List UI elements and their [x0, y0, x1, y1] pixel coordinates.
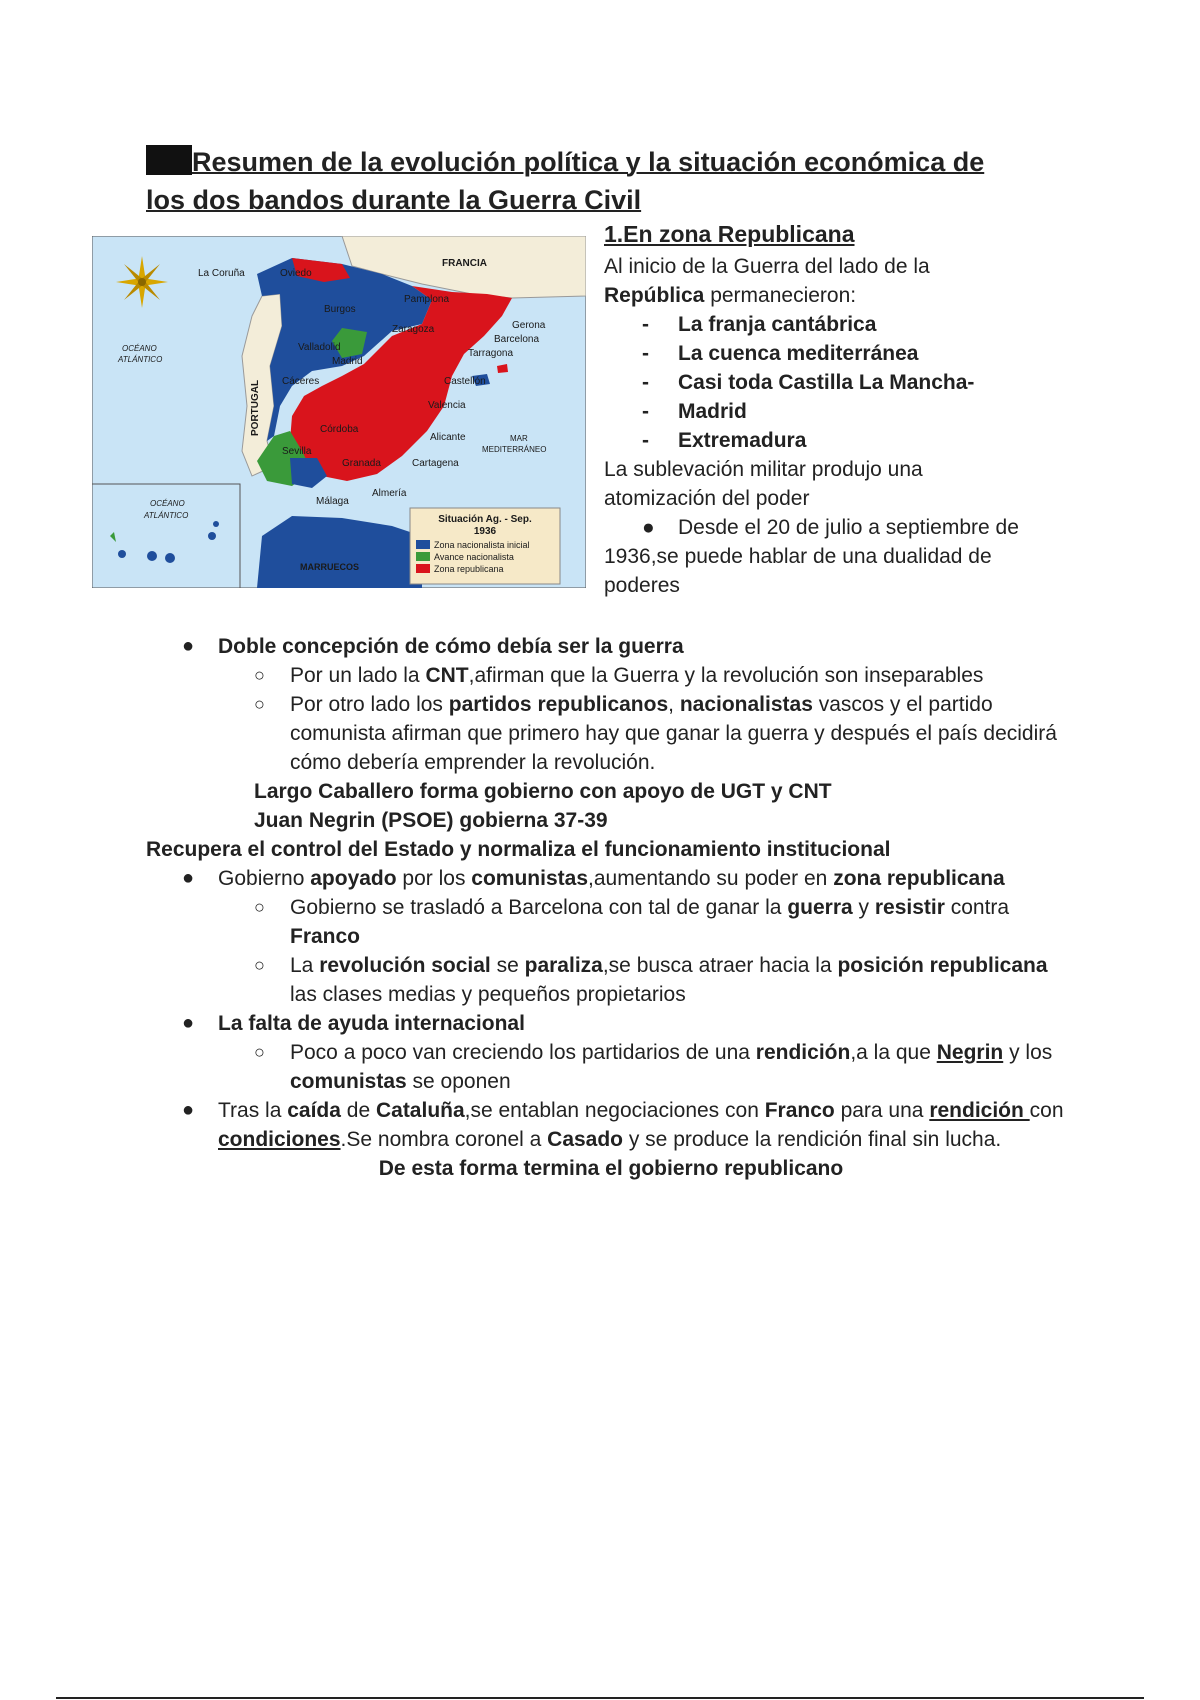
list-item: ● Tras la caída de Cataluña,se entablan negociaciones con Franco para una rendición con condiciones.Se nombra coronel a Casado y se produce la rendición final sin lucha.: [146, 1096, 1076, 1154]
redaction-block: [146, 145, 192, 175]
bullet-icon: ●: [182, 1099, 195, 1121]
label-madrid: Madrid: [332, 356, 363, 367]
circle-bullet-icon: ○: [254, 694, 265, 714]
legend-swatch-nationalist: [416, 540, 430, 549]
list-item: ○ Gobierno se trasladó a Barcelona con tal de ganar la guerra y resistir contra Franco: [146, 893, 1076, 951]
territories-list: [604, 310, 1064, 455]
label-ocean-2: ATLÁNTICO: [118, 355, 163, 364]
bullet-icon: ●: [182, 867, 195, 889]
label-barcelona: Barcelona: [494, 334, 540, 345]
republican-zone-section: [604, 220, 1064, 600]
list-item: ● La falta de ayuda internacional: [146, 1009, 1076, 1038]
label-valladolid: Valladolid: [298, 342, 341, 353]
label-ocean-1: OCÉANO: [122, 344, 157, 353]
label-mar-2: MEDITERRÁNEO: [482, 445, 547, 454]
title-line-1: Resumen de la evolución política y la situación económica de: [192, 147, 985, 177]
list-item: ○ La revolución social se paraliza,se busca atraer hacia la posición republicana las clases medias y pequeños propietarios: [146, 951, 1076, 1009]
negrin-line: Juan Negrin (PSOE) gobierna 37-39: [254, 809, 608, 832]
label-pamplona: Pamplona: [404, 294, 450, 305]
legend-label-nationalist: Zona nacionalista inicial: [434, 540, 530, 550]
spain-civil-war-map: [92, 236, 586, 588]
bullet-icon: ●: [642, 516, 655, 539]
label-malaga: Málaga: [316, 496, 349, 507]
circle-bullet-icon: ○: [254, 665, 265, 685]
circle-bullet-icon: ○: [254, 897, 265, 917]
label-zaragoza: Zaragoza: [392, 324, 435, 335]
list-item: - La cuenca mediterránea: [642, 339, 1064, 368]
document-title: [146, 143, 1046, 219]
map-svg: [92, 236, 586, 588]
list-item: - Madrid: [642, 397, 1064, 426]
largo-caballero-line: Largo Caballero forma gobierno con apoyo de UGT y CNT: [254, 780, 832, 803]
atomization-paragraph: La sublevación militar produjo una atomización del poder: [604, 458, 923, 510]
label-valencia: Valencia: [428, 400, 466, 411]
legend-title-1: Situación Ag. - Sep.: [438, 514, 532, 525]
legend-swatch-republican: [416, 564, 430, 573]
list-item: ○ Por otro lado los partidos republicanos, nacionalistas vascos y el partido comunista afirman que primero hay que ganar la guerra y después el país decidirá cómo debería emprender la revolución.: [146, 690, 1076, 777]
intro-paragraph: Al inicio de la Guerra del lado de la República permanecieron:: [604, 255, 930, 307]
label-oviedo: Oviedo: [280, 268, 312, 279]
circle-bullet-icon: ○: [254, 955, 265, 975]
label-cordoba: Córdoba: [320, 424, 359, 435]
canary-island-4: [208, 532, 216, 540]
list-item: ● Desde el 20 de julio a septiembre de: [604, 513, 1064, 542]
legend-title-2: 1936: [473, 526, 497, 537]
legend-label-advance: Avance nacionalista: [434, 552, 514, 562]
title-line-2: los dos bandos durante la Guerra Civil: [146, 185, 642, 215]
map-legend: [410, 508, 560, 584]
label-france: FRANCIA: [442, 258, 487, 269]
label-mar-1: MAR: [510, 434, 528, 443]
label-ocean-4: ATLÁNTICO: [144, 511, 189, 520]
list-item: ● Doble concepción de cómo debía ser la guerra: [146, 632, 1076, 661]
bullet-icon: ●: [182, 1012, 195, 1034]
canary-island-1: [147, 551, 157, 561]
label-portugal: PORTUGAL: [250, 379, 261, 436]
label-sevilla: Sevilla: [282, 446, 312, 457]
list-item: ● Gobierno apoyado por los comunistas,aumentando su poder en zona republicana: [146, 864, 1076, 893]
label-alicante: Alicante: [430, 432, 466, 443]
label-castellon: Castellón: [444, 376, 486, 387]
list-item: ○ Por un lado la CNT,afirman que la Guerra y la revolución son inseparables: [146, 661, 1076, 690]
canary-island-2: [165, 553, 175, 563]
recupera-line: Recupera el control del Estado y normaliza el funcionamiento institucional: [146, 838, 891, 861]
duality-list: [604, 513, 1064, 600]
list-item: 1936,se puede hablar de una dualidad de poderes: [604, 545, 992, 597]
section-heading: 1.En zona Republicana: [604, 221, 855, 247]
label-almeria: Almería: [372, 488, 407, 499]
label-cartagena: Cartagena: [412, 458, 459, 469]
canary-island-5: [213, 521, 219, 527]
label-granada: Granada: [342, 458, 381, 469]
list-item: - La franja cantábrica: [642, 310, 1064, 339]
legend-label-republican: Zona republicana: [434, 564, 504, 574]
list-item: ○ Poco a poco van creciendo los partidarios de una rendición,a la que Negrin y los comunistas se oponen: [146, 1038, 1076, 1096]
label-coruna: La Coruña: [198, 268, 245, 279]
circle-bullet-icon: ○: [254, 1042, 265, 1062]
label-girona: Gerona: [512, 320, 546, 331]
canary-island-3: [118, 550, 126, 558]
label-tarragona: Tarragona: [468, 348, 514, 359]
list-item: - Extremadura: [642, 426, 1064, 455]
page-bottom-divider: [56, 1697, 1144, 1699]
label-ocean-3: OCÉANO: [150, 499, 185, 508]
label-burgos: Burgos: [324, 304, 356, 315]
label-caceres: Cáceres: [282, 376, 320, 387]
bullet-icon: ●: [182, 635, 195, 657]
legend-swatch-advance: [416, 552, 430, 561]
conclusion-line: De esta forma termina el gobierno republicano: [378, 1157, 844, 1180]
label-marruecos: MARRUECOS: [300, 562, 360, 572]
list-item: - Casi toda Castilla La Mancha-: [642, 368, 1064, 397]
main-content: [146, 632, 1076, 1183]
